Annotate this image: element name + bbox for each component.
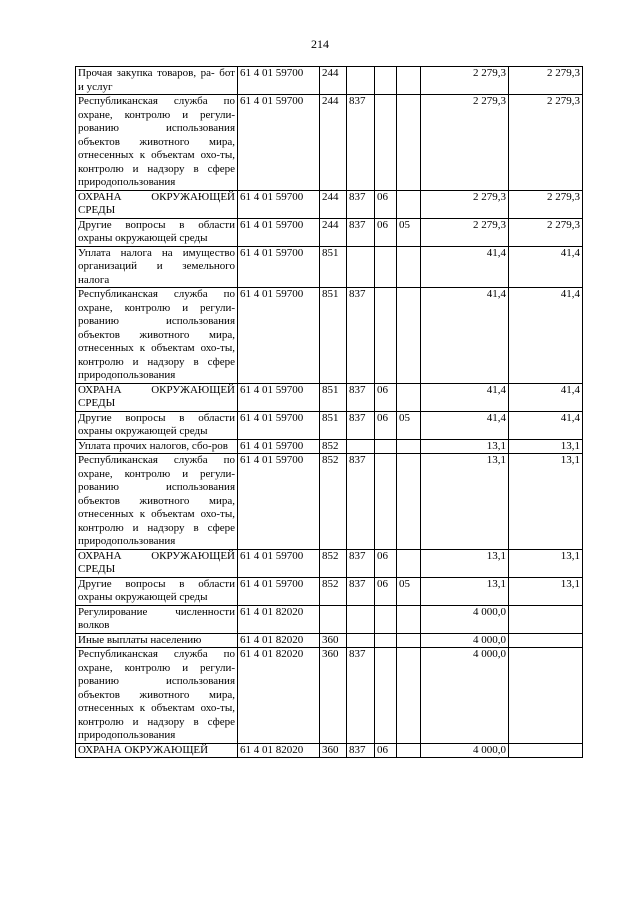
cell-administrator: 837 (347, 383, 375, 411)
cell-section (375, 246, 397, 288)
cell-name: Иные выплаты населению (76, 633, 238, 648)
cell-amount-2: 13,1 (509, 454, 583, 550)
cell-name: Республиканская служба по охране, контролю и регули-рованию использования объектов животного мира, отнесенных к объектам охо-ты, контролю и надзору в сфере природопользования (76, 454, 238, 550)
cell-expense-type: 244 (320, 95, 347, 191)
cell-expense-type: 852 (320, 439, 347, 454)
cell-subsection (397, 246, 421, 288)
cell-amount-1: 41,4 (421, 246, 509, 288)
cell-administrator: 837 (347, 743, 375, 758)
cell-amount-1: 41,4 (421, 411, 509, 439)
cell-name: Республиканская служба по охране, контролю и регули-рованию использования объектов животного мира, отнесенных к объектам охо-ты, контролю и надзору в сфере природопользования (76, 648, 238, 744)
cell-target-article: 61 4 01 59700 (238, 67, 320, 95)
cell-section: 06 (375, 218, 397, 246)
cell-amount-1: 13,1 (421, 577, 509, 605)
cell-expense-type: 851 (320, 383, 347, 411)
cell-section (375, 454, 397, 550)
cell-amount-2: 2 279,3 (509, 95, 583, 191)
cell-subsection (397, 743, 421, 758)
cell-section (375, 67, 397, 95)
table-row (76, 648, 583, 744)
cell-amount-1: 2 279,3 (421, 67, 509, 95)
cell-amount-2: 41,4 (509, 383, 583, 411)
cell-name: Другие вопросы в области охраны окружающей среды (76, 411, 238, 439)
cell-name: ОХРАНА ОКРУЖАЮЩЕЙ (76, 743, 238, 758)
cell-amount-2: 2 279,3 (509, 67, 583, 95)
cell-subsection: 05 (397, 411, 421, 439)
cell-amount-1: 2 279,3 (421, 218, 509, 246)
cell-subsection (397, 454, 421, 550)
cell-administrator: 837 (347, 288, 375, 384)
cell-subsection (397, 67, 421, 95)
cell-name: Республиканская служба по охране, контролю и регули-рованию использования объектов животного мира, отнесенных к объектам охо-ты, контролю и надзору в сфере природопользования (76, 288, 238, 384)
cell-amount-2: 13,1 (509, 549, 583, 577)
cell-subsection (397, 288, 421, 384)
cell-section: 06 (375, 190, 397, 218)
cell-amount-1: 4 000,0 (421, 648, 509, 744)
cell-name: ОХРАНА ОКРУЖАЮЩЕЙ СРЕДЫ (76, 383, 238, 411)
table-row (76, 67, 583, 95)
cell-section (375, 439, 397, 454)
cell-amount-2 (509, 648, 583, 744)
cell-target-article: 61 4 01 59700 (238, 454, 320, 550)
table-row (76, 218, 583, 246)
cell-amount-2: 13,1 (509, 577, 583, 605)
table-row (76, 95, 583, 191)
cell-expense-type: 852 (320, 549, 347, 577)
cell-name: Другие вопросы в области охраны окружающей среды (76, 577, 238, 605)
cell-section (375, 605, 397, 633)
cell-expense-type: 244 (320, 67, 347, 95)
cell-amount-1: 2 279,3 (421, 95, 509, 191)
cell-expense-type: 360 (320, 633, 347, 648)
cell-name: Уплата прочих налогов, сбо-ров (76, 439, 238, 454)
cell-expense-type: 360 (320, 648, 347, 744)
cell-amount-1: 41,4 (421, 383, 509, 411)
cell-section: 06 (375, 743, 397, 758)
cell-amount-1: 4 000,0 (421, 605, 509, 633)
cell-amount-2 (509, 743, 583, 758)
table-row (76, 577, 583, 605)
cell-name: Другие вопросы в области охраны окружающей среды (76, 218, 238, 246)
cell-target-article: 61 4 01 82020 (238, 743, 320, 758)
cell-expense-type: 852 (320, 454, 347, 550)
cell-administrator: 837 (347, 190, 375, 218)
cell-name: Регулирование численности волков (76, 605, 238, 633)
cell-administrator (347, 67, 375, 95)
table-row (76, 288, 583, 384)
cell-amount-1: 41,4 (421, 288, 509, 384)
cell-section (375, 648, 397, 744)
cell-section (375, 288, 397, 384)
cell-target-article: 61 4 01 59700 (238, 218, 320, 246)
cell-target-article: 61 4 01 59700 (238, 95, 320, 191)
cell-expense-type: 360 (320, 743, 347, 758)
cell-administrator: 837 (347, 577, 375, 605)
table-row (76, 454, 583, 550)
cell-expense-type: 851 (320, 411, 347, 439)
cell-expense-type: 852 (320, 577, 347, 605)
table-row (76, 743, 583, 758)
cell-amount-2: 13,1 (509, 439, 583, 454)
cell-administrator: 837 (347, 648, 375, 744)
cell-subsection (397, 439, 421, 454)
cell-target-article: 61 4 01 59700 (238, 288, 320, 384)
cell-target-article: 61 4 01 59700 (238, 549, 320, 577)
cell-subsection (397, 95, 421, 191)
cell-name: Республиканская служба по охране, контролю и регули-рованию использования объектов животного мира, отнесенных к объектам охо-ты, контролю и надзору в сфере природопользования (76, 95, 238, 191)
cell-expense-type: 851 (320, 246, 347, 288)
cell-amount-1: 13,1 (421, 439, 509, 454)
cell-amount-1: 4 000,0 (421, 633, 509, 648)
cell-amount-2 (509, 633, 583, 648)
cell-amount-2 (509, 605, 583, 633)
page-number: 214 (311, 37, 329, 51)
table-row (76, 383, 583, 411)
cell-amount-2: 41,4 (509, 246, 583, 288)
cell-target-article: 61 4 01 59700 (238, 411, 320, 439)
cell-administrator: 837 (347, 411, 375, 439)
cell-administrator: 837 (347, 95, 375, 191)
cell-section: 06 (375, 577, 397, 605)
cell-amount-2: 2 279,3 (509, 218, 583, 246)
cell-administrator (347, 605, 375, 633)
cell-target-article: 61 4 01 82020 (238, 633, 320, 648)
table-row (76, 605, 583, 633)
cell-amount-1: 13,1 (421, 549, 509, 577)
cell-administrator (347, 633, 375, 648)
cell-amount-2: 41,4 (509, 288, 583, 384)
cell-expense-type: 244 (320, 190, 347, 218)
cell-name: Уплата налога на имущество организаций и земельного налога (76, 246, 238, 288)
cell-subsection (397, 383, 421, 411)
cell-administrator (347, 439, 375, 454)
table-body (76, 67, 583, 758)
table-row (76, 633, 583, 648)
cell-target-article: 61 4 01 59700 (238, 439, 320, 454)
cell-target-article: 61 4 01 59700 (238, 190, 320, 218)
cell-name: Прочая закупка товаров, ра- бот и услуг (76, 67, 238, 95)
cell-expense-type: 851 (320, 288, 347, 384)
cell-section (375, 633, 397, 648)
cell-subsection: 05 (397, 577, 421, 605)
cell-administrator: 837 (347, 454, 375, 550)
cell-target-article: 61 4 01 82020 (238, 648, 320, 744)
budget-table (75, 66, 583, 758)
cell-subsection: 05 (397, 218, 421, 246)
cell-target-article: 61 4 01 59700 (238, 577, 320, 605)
cell-subsection (397, 633, 421, 648)
cell-expense-type (320, 605, 347, 633)
cell-amount-1: 4 000,0 (421, 743, 509, 758)
cell-expense-type: 244 (320, 218, 347, 246)
cell-section: 06 (375, 411, 397, 439)
cell-subsection (397, 605, 421, 633)
cell-target-article: 61 4 01 59700 (238, 383, 320, 411)
table-row (76, 439, 583, 454)
cell-amount-2: 2 279,3 (509, 190, 583, 218)
table-row (76, 411, 583, 439)
table-row (76, 190, 583, 218)
cell-target-article: 61 4 01 82020 (238, 605, 320, 633)
cell-section: 06 (375, 549, 397, 577)
cell-target-article: 61 4 01 59700 (238, 246, 320, 288)
cell-amount-2: 41,4 (509, 411, 583, 439)
table-row (76, 549, 583, 577)
cell-administrator: 837 (347, 549, 375, 577)
cell-subsection (397, 549, 421, 577)
cell-subsection (397, 190, 421, 218)
cell-name: ОХРАНА ОКРУЖАЮЩЕЙ СРЕДЫ (76, 549, 238, 577)
cell-administrator: 837 (347, 218, 375, 246)
cell-section: 06 (375, 383, 397, 411)
cell-administrator (347, 246, 375, 288)
cell-amount-1: 13,1 (421, 454, 509, 550)
cell-name: ОХРАНА ОКРУЖАЮЩЕЙ СРЕДЫ (76, 190, 238, 218)
cell-amount-1: 2 279,3 (421, 190, 509, 218)
cell-section (375, 95, 397, 191)
cell-subsection (397, 648, 421, 744)
table-row (76, 246, 583, 288)
